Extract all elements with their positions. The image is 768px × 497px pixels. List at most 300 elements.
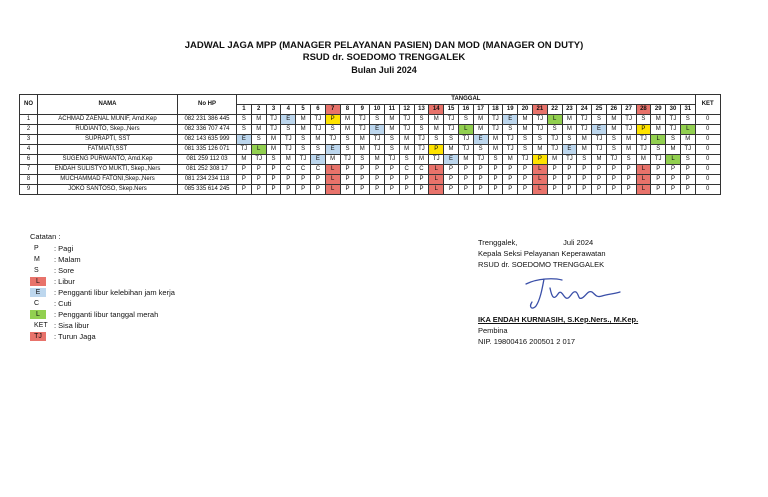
remaining-leave: 0 [695,145,720,155]
shift-cell: L [636,185,651,195]
shift-cell: C [296,165,311,175]
shift-cell: P [518,175,533,185]
shift-cell: M [606,125,621,135]
shift-cell: S [518,145,533,155]
shift-cell: P [592,165,607,175]
shift-cell: L [532,185,547,195]
legend-key: E [30,288,46,297]
shift-cell: P [384,165,399,175]
staff-name: RUDIANTO, Skep.,Ners [38,125,178,135]
legend-description: : Sore [54,266,75,275]
shift-cell: S [636,115,651,125]
shift-cell: L [636,175,651,185]
day-header: 14 [429,105,444,115]
shift-cell: TJ [547,135,562,145]
title-line-3: Bulan Juli 2024 [351,65,417,75]
day-header: 3 [266,105,281,115]
shift-cell: P [340,165,355,175]
shift-cell: S [680,115,695,125]
day-header: 4 [281,105,296,115]
shift-cell: S [592,115,607,125]
staff-phone: 082 231 386 445 [178,115,237,125]
schedule-title [0,40,768,76]
day-header: 6 [310,105,325,115]
shift-cell: L [532,175,547,185]
remaining-leave: 0 [695,125,720,135]
legend-key: TJ [30,332,46,341]
shift-cell: P [547,165,562,175]
remaining-leave: 0 [695,155,720,165]
staff-phone: 081 335 126 071 [178,145,237,155]
shift-cell: P [237,185,252,195]
shift-cell: M [325,155,340,165]
shift-cell: TJ [503,145,518,155]
shift-cell: S [606,145,621,155]
shift-cell: S [266,155,281,165]
shift-cell: P [577,185,592,195]
legend-item [30,287,175,298]
shift-cell: TJ [666,115,681,125]
shift-cell: TJ [621,125,636,135]
shift-cell: TJ [340,155,355,165]
shift-cell: M [488,135,503,145]
shift-cell: S [281,125,296,135]
shift-cell: P [384,175,399,185]
shift-cell: S [355,155,370,165]
day-header: 23 [562,105,577,115]
shift-cell: S [310,145,325,155]
legend-key: L [30,310,46,319]
day-header: 27 [621,105,636,115]
shift-cell: E [562,145,577,155]
shift-cell: M [355,135,370,145]
legend-description: : Cuti [54,299,72,308]
row-number: 3 [20,135,38,145]
shift-cell: TJ [237,145,252,155]
shift-cell: E [503,115,518,125]
shift-cell: S [488,155,503,165]
shift-cell: P [266,175,281,185]
legend-item [30,298,175,309]
shift-cell: P [429,145,444,155]
shift-cell: TJ [503,135,518,145]
shift-cell: S [384,145,399,155]
shift-cell: L [325,175,340,185]
shift-cell: M [562,115,577,125]
shift-cell: S [429,135,444,145]
remaining-leave: 0 [695,135,720,145]
shift-cell: P [414,185,429,195]
day-header: 15 [444,105,459,115]
day-header: 24 [577,105,592,115]
day-header: 12 [399,105,414,115]
signature-place-date: Trenggalek, Juli 2024 [478,238,594,247]
shift-cell: P [296,175,311,185]
title-line-2: RSUD dr. SOEDOMO TRENGGALEK [302,52,466,63]
shift-cell: S [651,145,666,155]
shift-cell: P [399,175,414,185]
shift-cell: TJ [266,125,281,135]
shift-cell: S [532,135,547,145]
shift-cell: L [429,175,444,185]
shift-cell: P [458,165,473,175]
shift-cell: L [251,145,266,155]
shift-cell: TJ [651,155,666,165]
shift-cell: S [237,125,252,135]
legend-key: C [34,300,40,307]
shift-cell: M [592,155,607,165]
shift-cell: M [636,155,651,165]
signature-block [478,237,638,347]
shift-cell: P [518,165,533,175]
title-line-1: JADWAL JAGA MPP (MANAGER PELAYANAN PASIEN) DAN MOD (MANAGER ON DUTY) [184,40,584,51]
shift-cell: TJ [621,115,636,125]
shift-cell: L [458,125,473,135]
shift-cell: TJ [444,115,459,125]
shift-cell: M [473,115,488,125]
day-header: 8 [340,105,355,115]
shift-cell: M [251,115,266,125]
shift-cell: M [429,125,444,135]
shift-cell: P [680,185,695,195]
shift-cell: P [562,175,577,185]
shift-cell: P [577,165,592,175]
legend-key: M [34,256,40,263]
staff-name: SUPRAPTI, SST [38,135,178,145]
shift-cell: M [473,125,488,135]
shift-cell: E [237,135,252,145]
shift-cell: M [296,115,311,125]
day-header: 18 [488,105,503,115]
notes-caption: Catatan : [30,232,61,241]
shift-cell: M [251,125,266,135]
table-row [20,125,721,135]
shift-cell: M [384,115,399,125]
day-header: 5 [296,105,311,115]
shift-cell: TJ [325,135,340,145]
shift-cell: S [237,115,252,125]
shift-cell: P [444,165,459,175]
shift-cell: L [325,165,340,175]
row-number: 7 [20,165,38,175]
shift-cell: TJ [310,125,325,135]
shift-cell: P [310,175,325,185]
shift-cell: P [399,185,414,195]
col-header-tanggal: TANGGAL [237,95,696,105]
shift-cell: E [370,125,385,135]
shift-cell: S [370,115,385,125]
day-header: 10 [370,105,385,115]
staff-phone: 082 336 707 474 [178,125,237,135]
legend-item [30,331,175,342]
shift-cell: M [340,125,355,135]
shift-cell: M [266,135,281,145]
shift-cell: S [680,155,695,165]
shift-cell: P [458,185,473,195]
shift-cell: P [621,175,636,185]
staff-phone: 081 252 308 17 [178,165,237,175]
shift-cell: E [281,115,296,125]
table-row [20,175,721,185]
shift-cell: M [532,145,547,155]
shift-cell: M [237,155,252,165]
day-header: 2 [251,105,266,115]
shift-cell: TJ [532,115,547,125]
signatory-nip: NIP. 19800416 200501 2 017 [478,337,576,346]
shift-cell: P [444,185,459,195]
shift-cell: TJ [414,145,429,155]
signature-scribble [516,270,626,314]
table-row [20,155,721,165]
duty-schedule-table [19,94,721,195]
shift-cell: P [636,125,651,135]
shift-cell: M [503,155,518,165]
day-header: 21 [532,105,547,115]
day-header: 16 [458,105,473,115]
shift-cell: P [251,165,266,175]
shift-cell: S [458,115,473,125]
shift-cell: M [458,155,473,165]
shift-cell: TJ [266,115,281,125]
staff-phone: 082 143 635 999 [178,135,237,145]
shift-cell: TJ [532,125,547,135]
shift-cell: S [414,115,429,125]
shift-cell: P [296,185,311,195]
shift-cell: P [281,175,296,185]
shift-cell: P [651,175,666,185]
shift-cell: M [444,145,459,155]
legend-key: KET [34,322,48,329]
row-number: 4 [20,145,38,155]
shift-cell: TJ [458,135,473,145]
shift-cell: M [266,145,281,155]
day-header: 17 [473,105,488,115]
shift-cell: E [325,145,340,155]
legend-key: L [30,277,46,286]
legend-item [30,243,175,254]
shift-cell: TJ [680,145,695,155]
shift-cell: L [429,165,444,175]
legend-item [30,276,175,287]
shift-cell: P [473,165,488,175]
col-header-no: NO [20,95,38,115]
shift-cell: TJ [636,145,651,155]
shift-cell: M [399,145,414,155]
shift-cell: M [296,125,311,135]
shift-cell: TJ [370,145,385,155]
table-row [20,185,721,195]
shift-cell: L [429,185,444,195]
legend-item [30,320,175,331]
shift-cell: E [592,125,607,135]
shift-cell: P [651,185,666,195]
legend-notes [30,231,175,342]
day-header: 9 [355,105,370,115]
shift-cell: S [562,135,577,145]
shift-cell: TJ [518,155,533,165]
row-number: 9 [20,185,38,195]
staff-name: SUGENG PURWANTO, Amd.Kep [38,155,178,165]
legend-description: : Pengganti libur kelebihan jam kerja [54,288,175,297]
shift-cell: P [666,165,681,175]
signatory-rank: Pembina [478,326,508,335]
shift-cell: P [488,185,503,195]
signature-position-2: RSUD dr. SOEDOMO TRENGGALEK [478,260,605,269]
shift-cell: TJ [488,115,503,125]
shift-cell: P [606,175,621,185]
shift-cell: M [606,115,621,125]
shift-cell: P [237,175,252,185]
shift-cell: TJ [281,145,296,155]
shift-cell: P [340,185,355,195]
shift-cell: TJ [606,155,621,165]
row-number: 2 [20,125,38,135]
shift-cell: TJ [370,135,385,145]
shift-cell: P [370,165,385,175]
shift-cell: C [310,165,325,175]
legend-description: : Malam [54,255,81,264]
remaining-leave: 0 [695,165,720,175]
shift-cell: M [666,145,681,155]
shift-cell: E [444,155,459,165]
shift-cell: P [532,155,547,165]
shift-cell: TJ [444,125,459,135]
shift-cell: P [666,175,681,185]
legend-description: : Libur [54,277,75,286]
shift-cell: P [488,175,503,185]
shift-cell: TJ [429,155,444,165]
shift-cell: P [237,165,252,175]
shift-cell: M [577,145,592,155]
shift-cell: P [251,175,266,185]
shift-cell: S [399,155,414,165]
day-header: 28 [636,105,651,115]
shift-cell: P [473,185,488,195]
shift-cell: S [414,125,429,135]
shift-cell: S [547,125,562,135]
shift-cell: L [325,185,340,195]
table-row [20,145,721,155]
shift-cell: M [429,115,444,125]
legend-description: : Sisa libur [54,321,90,330]
shift-cell: P [606,185,621,195]
shift-cell: TJ [251,155,266,165]
shift-cell: TJ [355,125,370,135]
col-header-hp: No HP [178,95,237,115]
staff-phone: 085 335 614 245 [178,185,237,195]
shift-cell: P [666,185,681,195]
shift-cell: TJ [562,155,577,165]
shift-cell: M [414,155,429,165]
shift-cell: S [473,145,488,155]
remaining-leave: 0 [695,175,720,185]
staff-name: FATMIATI,SST [38,145,178,155]
remaining-leave: 0 [695,115,720,125]
shift-cell: P [592,185,607,195]
day-header: 31 [680,105,695,115]
shift-cell: S [606,135,621,145]
shift-cell: P [370,175,385,185]
shift-cell: P [266,185,281,195]
shift-cell: P [680,175,695,185]
shift-cell: M [680,135,695,145]
shift-cell: P [310,185,325,195]
shift-cell: M [577,135,592,145]
shift-cell: TJ [592,135,607,145]
shift-cell: P [621,185,636,195]
legend-item [30,254,175,265]
table-row [20,135,721,145]
shift-cell: S [666,135,681,145]
shift-cell: P [621,165,636,175]
legend-description: : Pengganti libur tanggal merah [54,310,159,319]
day-header: 26 [606,105,621,115]
day-header: 13 [414,105,429,115]
shift-cell: TJ [473,155,488,165]
legend-key: S [34,267,39,274]
shift-cell: TJ [592,145,607,155]
shift-cell: P [503,185,518,195]
shift-cell: P [370,185,385,195]
shift-cell: P [547,175,562,185]
shift-cell: C [399,165,414,175]
shift-cell: TJ [296,155,311,165]
shift-cell: P [488,165,503,175]
shift-cell: TJ [355,115,370,125]
shift-cell: M [621,135,636,145]
shift-cell: P [547,185,562,195]
shift-cell: TJ [666,125,681,135]
shift-cell: E [310,155,325,165]
shift-cell: M [547,155,562,165]
shift-cell: P [518,185,533,195]
shift-cell: TJ [384,155,399,165]
day-header: 30 [666,105,681,115]
shift-cell: L [547,115,562,125]
shift-cell: TJ [310,115,325,125]
shift-cell: M [281,155,296,165]
shift-cell: C [414,165,429,175]
shift-cell: TJ [399,125,414,135]
shift-cell: P [281,185,296,195]
shift-cell: P [355,175,370,185]
shift-cell: P [251,185,266,195]
legend-description: : Pagi [54,244,74,253]
shift-cell: S [296,135,311,145]
shift-cell: M [621,145,636,155]
staff-name: JOKO SANTOSO, Skep.Ners [38,185,178,195]
shift-cell: P [562,165,577,175]
col-header-ket: KET [695,95,720,115]
day-header: 19 [503,105,518,115]
shift-cell: TJ [547,145,562,155]
staff-phone: 081 234 234 118 [178,175,237,185]
shift-cell: P [355,185,370,195]
shift-cell: P [340,175,355,185]
signatory-name: IKA ENDAH KURNIASIH, S.Kep.Ners., M.Kep. [478,315,639,324]
staff-name: ACHMAD ZAENAL MUNIF, Amd.Kep [38,115,178,125]
shift-cell: M [518,115,533,125]
day-header: 25 [592,105,607,115]
staff-phone: 081 259 112 03 [178,155,237,165]
shift-cell: M [340,115,355,125]
shift-cell: P [473,175,488,185]
shift-cell: E [473,135,488,145]
legend-item [30,265,175,276]
shift-cell: S [340,145,355,155]
row-number: 8 [20,175,38,185]
shift-cell: L [666,155,681,165]
